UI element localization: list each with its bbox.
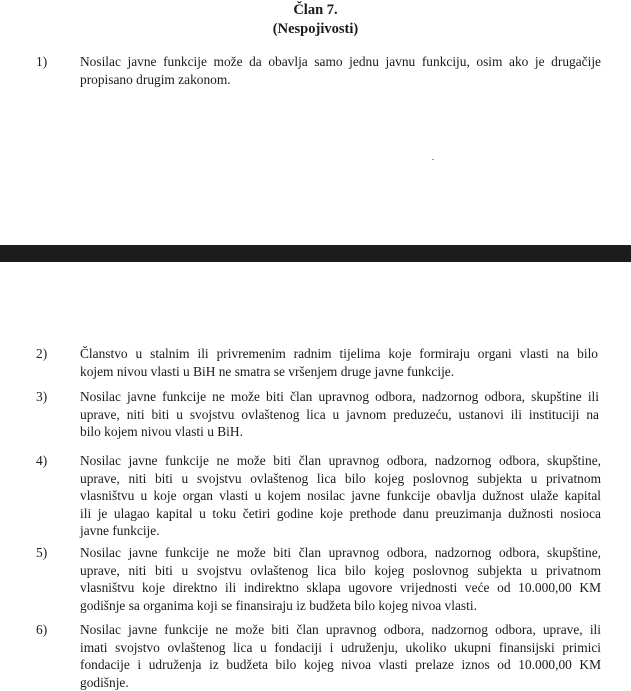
text-line: kojem nivou vlasti u BiH ne smatra se vršenjem druge javne funkcije. <box>80 363 455 379</box>
paragraph-number: 4) <box>36 453 48 468</box>
paragraph-text <box>80 544 601 614</box>
paragraph-number: 2) <box>36 346 48 361</box>
paragraph-text <box>80 621 601 691</box>
text-line: Članstvo u stalnim ili privremenim radnim tijelima koje formiraju organi vlasti na bilo <box>80 346 598 361</box>
text-line: Nosilac javne funkcije može da obavlja samo jednu javnu funkciju, osim ako je drugačije <box>80 54 601 69</box>
text-line: vlasništvu u koje organ vlasti u kojem nosilac javne funkcije obavlja dužnost ulaže kapital <box>80 488 601 504</box>
scan-speck <box>432 159 434 160</box>
text-line: uprave, niti biti u svojstvu ovlaštenog lica bilo kojeg poslovnog subjekta u privatnom <box>80 562 601 578</box>
paragraph-text <box>80 452 601 540</box>
paragraph-number: 6) <box>36 622 48 637</box>
paragraph-text <box>80 53 601 88</box>
article-subtitle: (Nespojivosti) <box>272 21 359 37</box>
paragraph-text <box>80 388 599 441</box>
text-line: Nosilac javne funkcije ne može biti član upravnog odbora, nadzornog odbora, skupštine, <box>80 453 601 468</box>
text-line: bilo kojem nivou vlasti u BiH. <box>80 424 243 440</box>
text-line: vlasništvu koje direktno ili indirektno sklapa ugovore vrijednosti veće od 10.000,00 KM <box>80 580 601 596</box>
text-line: propisano drugim zakonom. <box>80 71 231 87</box>
paragraph-text <box>80 345 598 380</box>
text-line: Nosilac javne funkcije ne može biti član upravnog odbora, nadzornog odbora, uprave, ili <box>80 622 601 637</box>
paragraph-number: 1) <box>36 54 48 69</box>
text-line: fondacije i udruženja iz budžeta bilo kojeg nivoa vlasti prelaze iznos od 10.000,00 KM <box>80 657 601 673</box>
text-line: Nosilac javne funkcije ne može biti član upravnog odbora, nadzornog odbora, skupštine ili <box>80 389 599 404</box>
text-line: ili je ulagao kapital u toku četiri godine koje prethode danu preuzimanja dužnosti nosioca <box>80 505 601 521</box>
paragraph-number: 3) <box>36 389 48 404</box>
text-line: imati svojstvo ovlaštenog lica u fondaciji i udruženju, ukoliko ukupni finansijski primici <box>80 639 601 655</box>
page-divider-bar <box>0 245 631 262</box>
text-line: javne funkcije. <box>80 523 160 539</box>
text-line: godišnje sa organima koji se finansiraju iz budžeta bilo kojeg nivoa vlasti. <box>80 597 477 613</box>
text-line: Nosilac javne funkcije ne može biti član upravnog odbora, nadzornog odbora, skupštine, <box>80 545 601 560</box>
paragraph-number: 5) <box>36 545 48 560</box>
text-line: uprave, niti biti u svojstvu ovlaštenog lica u javnom preduzeću, ustanovi ili instituciji na <box>80 406 599 422</box>
text-line: godišnje. <box>80 674 129 690</box>
text-line: uprave, niti biti u svojstvu ovlaštenog lica bilo kojeg poslovnog subjekta u privatnom <box>80 470 601 486</box>
article-title: Član 7. <box>293 2 338 18</box>
